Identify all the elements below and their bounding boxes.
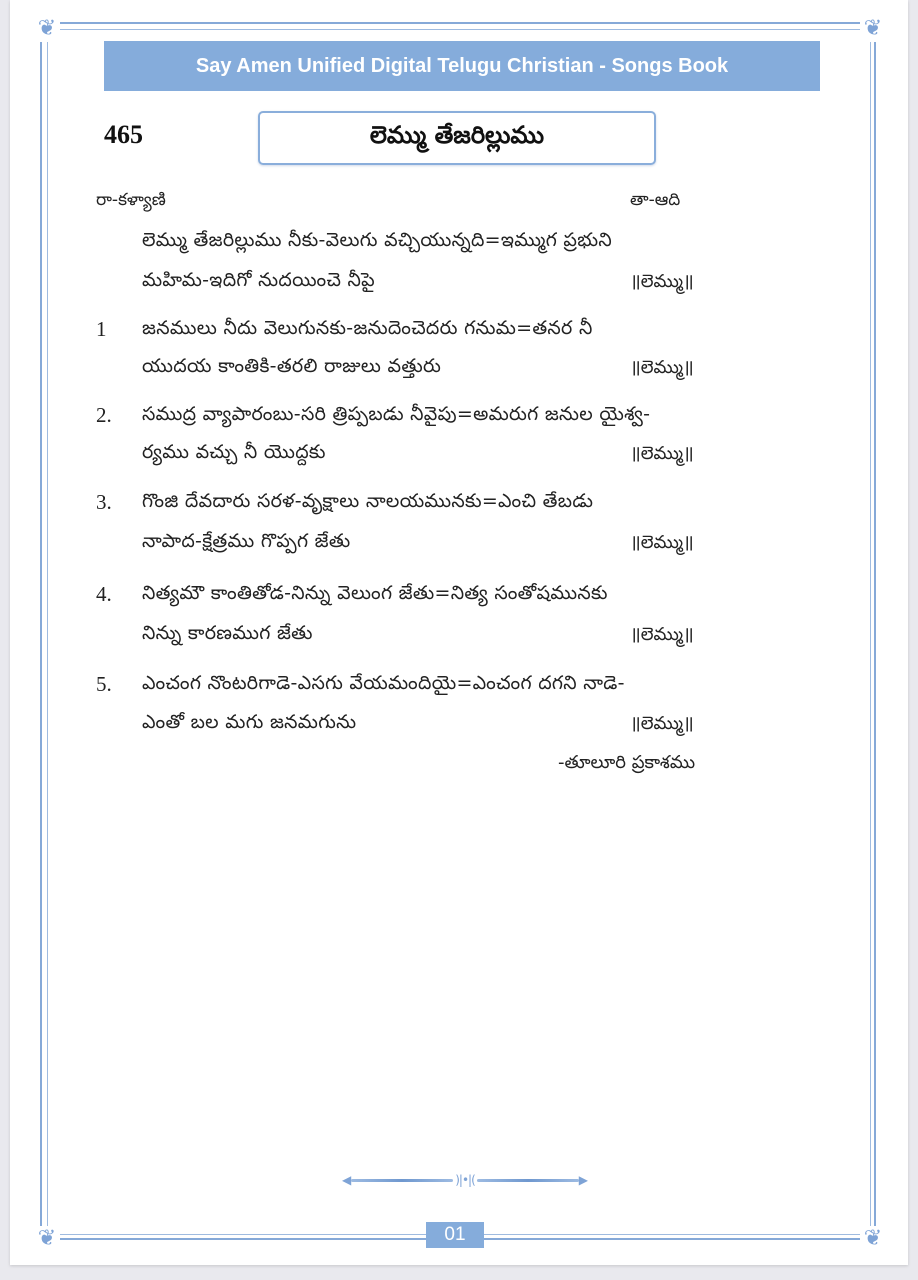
ornamental-divider <box>342 1172 588 1188</box>
flourish-icon: )|•|( <box>455 1173 475 1187</box>
refrain-marker: ॥లెమ్ము॥ <box>630 443 694 464</box>
stanza-line: గొంజి దేవదారు సరళ-వృక్షాలు నాలయమునకు=ఎంచి తేబడు <box>142 490 594 512</box>
corner-ornament-icon: ❦ <box>34 1226 60 1252</box>
song-title: లెమ్ము తేజరిల్లుము <box>258 111 656 165</box>
stanza-line: జనములు నీదు వెలుగునకు-జనుదెంచెదరు గనుమ=తనర నీ <box>142 317 593 339</box>
pallavi-line: లెమ్ము తేజరిల్లుము నీకు-వెలుగు వచ్చియున్నది=ఇమ్ముగ ప్రభుని <box>142 229 613 251</box>
corner-ornament-icon: ❦ <box>860 1226 886 1252</box>
song-page <box>10 0 908 1265</box>
tala-label: తా-ఆది <box>630 190 681 210</box>
refrain-marker: ॥లెమ్ము॥ <box>630 357 694 378</box>
refrain-marker: ॥లెమ్ము॥ <box>630 713 694 734</box>
book-title-banner: Say Amen Unified Digital Telugu Christian - Songs Book <box>104 41 820 91</box>
page-number: 01 <box>426 1222 484 1248</box>
stanza-line: నిత్యమౌ కాంతితోడ-నిన్ను వెలుంగ జేతు=నిత్య సంతోషమునకు <box>142 582 608 604</box>
stanza-line: నిన్ను కారణముగ జేతు <box>142 622 313 644</box>
raga-label: రా-కళ్యాణి <box>96 190 166 210</box>
stanza-line: ఎంచంగ నొంటరిగాడె-ఎసగు వేయమందియై=ఎంచంగ దగని నాడె- <box>142 672 625 694</box>
stanza-number: 2. <box>96 403 112 427</box>
stanza-line: ఎంతో బల మగు జనమగును <box>142 711 357 733</box>
song-author: -తూలూరి ప్రకాశము <box>558 752 696 773</box>
refrain-marker: ॥లెమ్ము॥ <box>630 532 694 553</box>
song-number: 465 <box>104 120 143 149</box>
refrain-marker: ॥లెమ్ము॥ <box>630 624 694 645</box>
stanza-number: 5. <box>96 672 112 696</box>
stanza-number: 3. <box>96 490 112 514</box>
arrow-right-icon: ▶ <box>578 1173 588 1187</box>
refrain-marker: ॥లెమ్ము॥ <box>630 271 694 292</box>
arrow-left-icon: ◀ <box>342 1173 352 1187</box>
corner-ornament-icon: ❦ <box>860 16 886 42</box>
corner-ornament-icon: ❦ <box>34 16 60 42</box>
stanza-line: నాపాద-క్షేత్రము గొప్పగ జేతు <box>142 530 351 552</box>
pallavi-line: మహిమ-ఇదిగో నుదయించె నీపై <box>142 269 375 291</box>
stanza-number: 1 <box>96 317 107 341</box>
stanza-line: ర్యము వచ్చు నీ యొద్దకు <box>142 441 326 463</box>
stanza-line: యుదయ కాంతికి-తరలి రాజులు వత్తురు <box>142 355 442 377</box>
stanza-number: 4. <box>96 582 112 606</box>
stanza-line: సముద్ర వ్యాపారంబు-సరి త్రిప్పబడు నీవైపు=అమరుగ జనుల యైశ్వ- <box>142 403 651 425</box>
